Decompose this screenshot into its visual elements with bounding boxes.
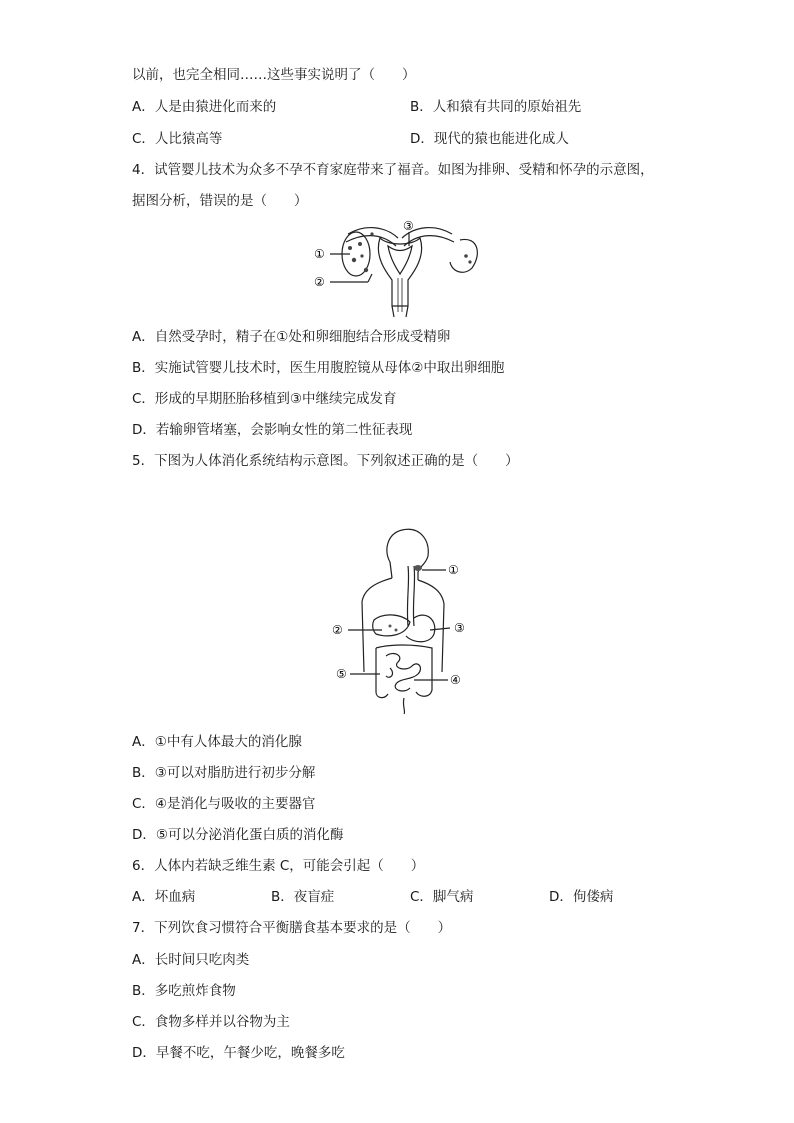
q5-label-2: ② (332, 623, 343, 637)
q7-option-d: D．早餐不吃，午餐少吃，晚餐多吃 (132, 1045, 345, 1061)
q4-option-a: A．自然受孕时，精子在①处和卵细胞结合形成受精卵 (132, 329, 451, 345)
q5-label-1: ① (448, 563, 459, 577)
q4-option-d: D．若输卵管堵塞，会影响女性的第二性征表现 (132, 422, 413, 438)
q6-option-b: B．夜盲症 (271, 889, 335, 905)
q5-option-d: D．⑤可以分泌消化蛋白质的消化酶 (132, 827, 344, 843)
q6-stem: 6．人体内若缺乏维生素 C，可能会引起（ ） (132, 858, 425, 874)
q4-label-1: ① (314, 247, 325, 261)
q4-option-c: C．形成的早期胚胎移植到③中继续完成发育 (132, 391, 397, 407)
q3-option-c: C．人比猿高等 (132, 131, 223, 147)
q3-option-b: B．人和猿有共同的原始祖先 (410, 99, 582, 115)
q5-label-5: ⑤ (336, 667, 347, 681)
q5-option-c: C．④是消化与吸收的主要器官 (132, 796, 316, 812)
q5-label-4: ④ (450, 673, 461, 687)
q5-label-3: ③ (454, 621, 465, 635)
digestive-system-diagram (330, 522, 470, 714)
q3-option-d: D．现代的猿也能进化成人 (410, 131, 569, 147)
q7-stem: 7．下列饮食习惯符合平衡膳食基本要求的是（ ） (132, 920, 452, 936)
q5-option-a: A．①中有人体最大的消化腺 (132, 734, 302, 750)
q4-stem-line1: 4．试管婴儿技术为众多不孕不育家庭带来了福音。如图为排卵、受精和怀孕的示意图， (132, 162, 654, 178)
q3-option-a: A．人是由猿进化而来的 (132, 99, 277, 115)
q7-option-b: B．多吃煎炸食物 (132, 983, 236, 999)
q6-option-a: A．坏血病 (132, 889, 196, 905)
uterus-diagram (310, 216, 490, 318)
q6-option-c: C．脚气病 (410, 889, 474, 905)
q3-stem: 以前，也完全相同……这些事实说明了（ ） (132, 67, 416, 83)
q4-stem-line2: 据图分析，错误的是（ ） (132, 193, 308, 209)
q7-option-c: C．食物多样并以谷物为主 (132, 1014, 290, 1030)
q4-label-3: ③ (403, 219, 414, 233)
q7-option-a: A．长时间只吃肉类 (132, 952, 250, 968)
q5-option-b: B．③可以对脂肪进行初步分解 (132, 765, 316, 781)
q5-stem: 5．下图为人体消化系统结构示意图。下列叙述正确的是（ ） (132, 453, 519, 469)
q4-option-b: B．实施试管婴儿技术时，医生用腹腔镜从母体②中取出卵细胞 (132, 360, 505, 376)
q4-label-2: ② (314, 275, 325, 289)
q6-option-d: D．佝偻病 (549, 889, 614, 905)
